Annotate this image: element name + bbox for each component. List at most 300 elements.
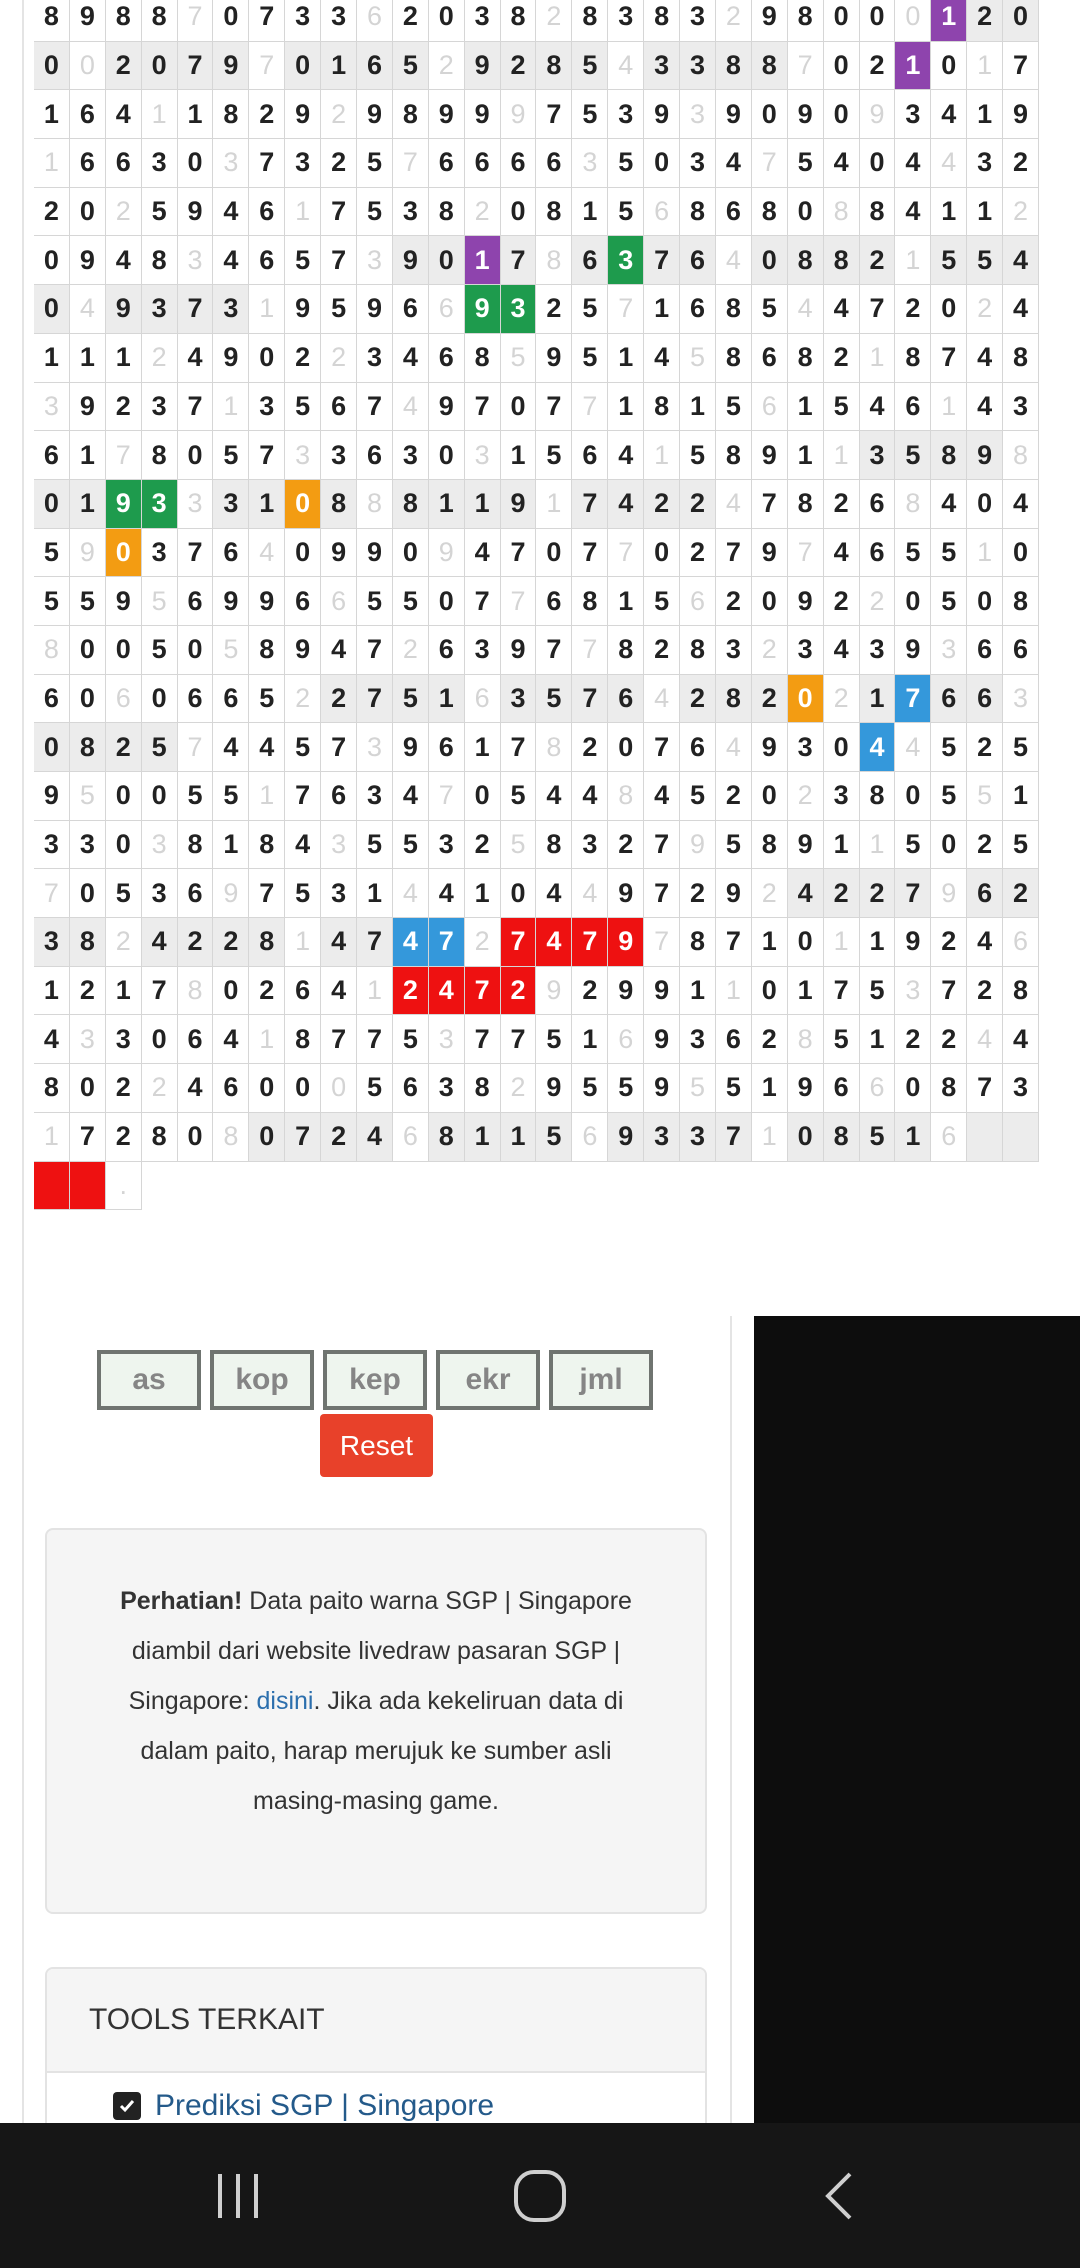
paito-cell[interactable]: 4 (178, 1064, 214, 1113)
paito-cell[interactable]: 5 (393, 1015, 429, 1064)
paito-cell[interactable]: 5 (608, 139, 644, 188)
paito-cell[interactable]: 4 (429, 967, 465, 1016)
paito-cell[interactable]: 1 (501, 431, 537, 480)
paito-cell[interactable]: 7 (357, 918, 393, 967)
paito-cell[interactable]: 0 (1003, 0, 1039, 42)
paito-cell[interactable]: 3 (608, 236, 644, 285)
paito-cell[interactable]: 8 (393, 90, 429, 139)
paito-cell[interactable]: 0 (644, 139, 680, 188)
paito-cell[interactable]: 7 (142, 967, 178, 1016)
paito-cell[interactable]: 0 (321, 1064, 357, 1113)
paito-cell[interactable]: 1 (285, 188, 321, 237)
paito-cell[interactable]: 5 (70, 577, 106, 626)
paito-cell[interactable]: 1 (34, 90, 70, 139)
paito-cell[interactable]: 9 (860, 90, 896, 139)
paito-cell[interactable]: 3 (1003, 383, 1039, 432)
paito-cell[interactable]: 6 (644, 188, 680, 237)
tools-item-prediksi[interactable] (47, 2073, 705, 2123)
paito-cell[interactable]: 9 (608, 1113, 644, 1162)
paito-cell[interactable]: 8 (788, 480, 824, 529)
paito-cell[interactable]: 3 (142, 821, 178, 870)
paito-cell[interactable]: 9 (644, 967, 680, 1016)
paito-cell[interactable]: 1 (429, 675, 465, 724)
paito-cell[interactable]: 1 (967, 529, 1003, 578)
paito-cell[interactable]: 2 (1003, 869, 1039, 918)
paito-cell[interactable]: 3 (321, 869, 357, 918)
paito-cell[interactable]: 0 (106, 821, 142, 870)
paito-cell[interactable]: 7 (357, 675, 393, 724)
paito-cell[interactable]: 8 (142, 1113, 178, 1162)
paito-cell[interactable]: 2 (895, 285, 931, 334)
paito-cell[interactable]: 4 (393, 772, 429, 821)
paito-cell[interactable]: 6 (895, 383, 931, 432)
paito-cell[interactable]: 0 (501, 188, 537, 237)
paito-cell[interactable]: 6 (321, 383, 357, 432)
paito-cell[interactable]: 9 (1003, 90, 1039, 139)
paito-cell[interactable]: 4 (931, 90, 967, 139)
paito-cell[interactable]: 4 (321, 918, 357, 967)
paito-cell[interactable]: 7 (285, 1113, 321, 1162)
paito-cell[interactable]: 5 (860, 1113, 896, 1162)
paito-cell[interactable]: 6 (429, 139, 465, 188)
paito-cell[interactable]: 2 (895, 1015, 931, 1064)
paito-cell[interactable]: 0 (178, 626, 214, 675)
paito-cell[interactable]: 1 (536, 480, 572, 529)
paito-cell[interactable]: 0 (536, 529, 572, 578)
paito-cell[interactable]: 6 (285, 967, 321, 1016)
paito-cell[interactable]: 4 (608, 431, 644, 480)
paito-cell[interactable]: 3 (465, 0, 501, 42)
paito-cell[interactable]: 7 (321, 723, 357, 772)
paito-cell[interactable]: 4 (393, 869, 429, 918)
paito-cell[interactable]: 5 (393, 42, 429, 91)
paito-cell[interactable]: 1 (895, 1113, 931, 1162)
paito-cell[interactable]: 4 (1003, 285, 1039, 334)
paito-cell[interactable]: 6 (70, 90, 106, 139)
paito-cell[interactable]: 8 (213, 90, 249, 139)
paito-cell[interactable]: 7 (178, 723, 214, 772)
paito-cell[interactable]: 4 (536, 918, 572, 967)
paito-cell[interactable]: 7 (501, 529, 537, 578)
paito-cell[interactable]: 4 (644, 334, 680, 383)
paito-cell[interactable]: 3 (213, 285, 249, 334)
paito-cell[interactable]: 9 (752, 0, 788, 42)
paito-cell[interactable]: 9 (213, 869, 249, 918)
paito-cell[interactable]: 1 (465, 1113, 501, 1162)
paito-cell[interactable]: 7 (393, 139, 429, 188)
paito-cell[interactable]: 6 (860, 1064, 896, 1113)
paito-cell[interactable]: 6 (860, 529, 896, 578)
paito-cell[interactable]: 2 (608, 821, 644, 870)
paito-cell[interactable]: 8 (608, 626, 644, 675)
paito-cell[interactable]: 0 (465, 772, 501, 821)
paito-cell[interactable]: 4 (967, 918, 1003, 967)
paito-cell[interactable]: 4 (106, 90, 142, 139)
reset-button[interactable]: Reset (320, 1414, 433, 1477)
paito-cell[interactable]: 4 (860, 383, 896, 432)
paito-cell[interactable]: 0 (249, 1064, 285, 1113)
paito-cell[interactable]: 8 (572, 577, 608, 626)
paito-cell[interactable]: 1 (824, 918, 860, 967)
paito-cell[interactable]: 5 (321, 285, 357, 334)
paito-cell[interactable]: 1 (70, 431, 106, 480)
paito-cell[interactable]: 6 (249, 188, 285, 237)
paito-cell[interactable]: 0 (142, 42, 178, 91)
paito-cell[interactable]: 2 (967, 285, 1003, 334)
paito-cell[interactable]: 8 (142, 431, 178, 480)
paito-cell[interactable]: 0 (249, 334, 285, 383)
paito-cell[interactable]: 3 (644, 42, 680, 91)
paito-cell[interactable]: 4 (1003, 480, 1039, 529)
paito-cell[interactable]: 5 (285, 236, 321, 285)
paito-cell[interactable]: 9 (321, 529, 357, 578)
paito-cell[interactable]: 3 (680, 1113, 716, 1162)
paito-cell[interactable]: 6 (34, 431, 70, 480)
paito-cell[interactable]: 7 (429, 772, 465, 821)
paito-cell[interactable]: 5 (285, 383, 321, 432)
paito-cell[interactable]: 9 (70, 383, 106, 432)
paito-cell[interactable]: 3 (142, 480, 178, 529)
paito-cell[interactable]: 7 (501, 1015, 537, 1064)
paito-cell[interactable]: 9 (931, 869, 967, 918)
paito-cell[interactable]: 6 (572, 236, 608, 285)
paito-cell[interactable]: 7 (70, 1113, 106, 1162)
paito-cell[interactable]: 5 (70, 772, 106, 821)
paito-cell[interactable]: 2 (752, 1015, 788, 1064)
paito-cell[interactable]: 1 (931, 383, 967, 432)
paito-cell[interactable]: 3 (716, 626, 752, 675)
paito-cell[interactable]: 1 (788, 431, 824, 480)
paito-cell[interactable]: 3 (501, 675, 537, 724)
paito-cell[interactable]: 4 (249, 723, 285, 772)
paito-cell[interactable]: 5 (1003, 723, 1039, 772)
paito-cell[interactable]: 0 (106, 626, 142, 675)
paito-cell[interactable]: 0 (106, 772, 142, 821)
paito-cell[interactable]: 9 (106, 577, 142, 626)
paito-cell[interactable]: 3 (967, 139, 1003, 188)
paito-cell[interactable]: 8 (752, 188, 788, 237)
paito-cell[interactable]: 8 (931, 431, 967, 480)
paito-cell[interactable]: 3 (680, 1015, 716, 1064)
paito-cell[interactable]: 0 (70, 626, 106, 675)
paito-cell[interactable]: 4 (321, 626, 357, 675)
paito-cell[interactable]: 4 (178, 334, 214, 383)
paito-cell[interactable]: 7 (34, 869, 70, 918)
paito-cell[interactable]: 8 (788, 334, 824, 383)
paito-cell[interactable]: 2 (501, 967, 537, 1016)
paito-cell[interactable]: 3 (213, 480, 249, 529)
paito-cell[interactable]: 8 (178, 967, 214, 1016)
paito-cell[interactable]: 4 (249, 529, 285, 578)
paito-cell[interactable]: 4 (824, 529, 860, 578)
paito-cell[interactable]: 5 (716, 821, 752, 870)
paito-cell[interactable]: 4 (967, 1015, 1003, 1064)
paito-cell[interactable]: 2 (213, 918, 249, 967)
paito-cell[interactable]: 7 (106, 431, 142, 480)
paito-cell[interactable]: 9 (429, 90, 465, 139)
paito-cell[interactable]: 8 (572, 0, 608, 42)
paito-cell[interactable]: 7 (357, 1015, 393, 1064)
paito-cell[interactable]: 6 (178, 869, 214, 918)
paito-cell[interactable]: 0 (752, 967, 788, 1016)
paito-cell[interactable]: 3 (1003, 1064, 1039, 1113)
paito-cell[interactable]: 9 (285, 90, 321, 139)
paito-cell[interactable]: 6 (357, 42, 393, 91)
paito-cell[interactable]: 1 (249, 285, 285, 334)
paito-cell[interactable]: 2 (536, 0, 572, 42)
paito-cell[interactable]: 5 (213, 626, 249, 675)
paito-cell[interactable]: 9 (393, 236, 429, 285)
paito-cell[interactable]: 5 (788, 139, 824, 188)
paito-cell[interactable]: 9 (465, 90, 501, 139)
paito-cell[interactable]: 2 (1003, 139, 1039, 188)
paito-cell[interactable]: 3 (608, 90, 644, 139)
paito-cell[interactable]: 1 (895, 42, 931, 91)
paito-cell[interactable]: 6 (70, 139, 106, 188)
paito-cell[interactable]: 1 (860, 821, 896, 870)
paito-cell[interactable]: 0 (249, 1113, 285, 1162)
paito-cell[interactable]: 6 (931, 675, 967, 724)
paito-cell[interactable]: 2 (321, 90, 357, 139)
paito-cell[interactable]: 2 (752, 626, 788, 675)
paito-cell[interactable]: 4 (213, 236, 249, 285)
paito-cell[interactable]: 5 (213, 772, 249, 821)
paito-cell[interactable]: 8 (213, 1113, 249, 1162)
paito-cell[interactable]: 1 (34, 334, 70, 383)
paito-cell[interactable]: 3 (393, 431, 429, 480)
paito-cell[interactable]: 4 (321, 967, 357, 1016)
paito-cell[interactable]: 0 (895, 772, 931, 821)
paito-cell[interactable]: 7 (536, 383, 572, 432)
paito-cell[interactable]: 0 (895, 577, 931, 626)
paito-cell[interactable]: 5 (680, 1064, 716, 1113)
paito-cell[interactable]: 2 (393, 626, 429, 675)
paito-cell[interactable]: 2 (967, 967, 1003, 1016)
paito-cell[interactable]: 2 (788, 772, 824, 821)
paito-cell[interactable]: 5 (357, 188, 393, 237)
paito-cell[interactable]: 5 (895, 821, 931, 870)
paito-cell[interactable]: 8 (716, 285, 752, 334)
paito-cell[interactable]: 8 (178, 821, 214, 870)
paito-cell[interactable]: 2 (680, 480, 716, 529)
paito-cell[interactable]: 7 (178, 285, 214, 334)
paito-cell[interactable]: . (106, 1162, 142, 1211)
paito-cell[interactable]: 9 (752, 431, 788, 480)
paito-cell[interactable]: 5 (716, 1064, 752, 1113)
paito-cell[interactable]: 9 (34, 772, 70, 821)
paito-cell[interactable]: 8 (142, 0, 178, 42)
paito-cell[interactable]: 0 (178, 431, 214, 480)
paito-cell[interactable]: 9 (465, 285, 501, 334)
paito-cell[interactable]: 2 (824, 577, 860, 626)
paito-cell[interactable]: 5 (536, 1113, 572, 1162)
paito-cell[interactable]: 5 (1003, 821, 1039, 870)
paito-cell[interactable]: 6 (178, 675, 214, 724)
paito-cell[interactable]: 1 (824, 431, 860, 480)
paito-cell[interactable]: 6 (178, 577, 214, 626)
paito-cell[interactable]: 5 (931, 723, 967, 772)
paito-cell[interactable]: 2 (536, 285, 572, 334)
paito-cell[interactable]: 2 (106, 1064, 142, 1113)
paito-cell[interactable]: 0 (70, 188, 106, 237)
paito-cell[interactable]: 0 (752, 772, 788, 821)
paito-cell[interactable]: 0 (34, 723, 70, 772)
paito-cell[interactable]: 4 (716, 139, 752, 188)
paito-cell[interactable]: 8 (34, 0, 70, 42)
paito-cell[interactable]: 4 (931, 480, 967, 529)
paito-cell[interactable]: 6 (465, 139, 501, 188)
paito-cell[interactable]: 8 (644, 0, 680, 42)
paito-cell[interactable]: 7 (895, 675, 931, 724)
paito-cell[interactable]: 1 (465, 480, 501, 529)
paito-cell[interactable]: 8 (895, 480, 931, 529)
paito-cell[interactable]: 2 (572, 967, 608, 1016)
paito-cell[interactable]: 0 (285, 480, 321, 529)
paito-cell[interactable]: 9 (788, 90, 824, 139)
paito-cell[interactable]: 5 (357, 577, 393, 626)
paito-cell[interactable]: 8 (788, 0, 824, 42)
paito-cell[interactable]: 4 (608, 42, 644, 91)
paito-cell[interactable]: 8 (716, 334, 752, 383)
paito-cell[interactable]: 1 (572, 1015, 608, 1064)
paito-cell[interactable]: 2 (393, 0, 429, 42)
paito-cell[interactable]: 6 (393, 1113, 429, 1162)
paito-cell[interactable]: 8 (680, 918, 716, 967)
paito-cell[interactable]: 6 (680, 723, 716, 772)
paito-cell[interactable]: 6 (321, 577, 357, 626)
paito-cell[interactable]: 3 (142, 529, 178, 578)
paito-cell[interactable]: 8 (34, 626, 70, 675)
paito-cell[interactable]: 9 (716, 90, 752, 139)
paito-cell[interactable]: 8 (501, 0, 537, 42)
paito-cell[interactable]: 3 (1003, 675, 1039, 724)
paito-cell[interactable]: 3 (321, 431, 357, 480)
paito-cell[interactable]: 2 (501, 42, 537, 91)
paito-cell[interactable]: 2 (465, 821, 501, 870)
paito-cell[interactable]: 0 (70, 869, 106, 918)
paito-cell[interactable]: 1 (501, 1113, 537, 1162)
paito-cell[interactable]: 8 (321, 480, 357, 529)
paito-cell[interactable]: 3 (321, 0, 357, 42)
paito-cell[interactable]: 1 (465, 236, 501, 285)
paito-cell[interactable]: 1 (572, 188, 608, 237)
paito-cell[interactable]: 0 (752, 236, 788, 285)
paito-cell[interactable]: 7 (931, 334, 967, 383)
paito-cell[interactable]: 4 (895, 139, 931, 188)
paito-cell[interactable]: 7 (788, 529, 824, 578)
paito-cell[interactable]: 2 (321, 334, 357, 383)
paito-cell[interactable]: 2 (680, 869, 716, 918)
paito-cell[interactable]: 4 (572, 772, 608, 821)
paito-cell[interactable]: 6 (321, 772, 357, 821)
paito-cell[interactable]: 5 (824, 1015, 860, 1064)
paito-cell[interactable]: 9 (357, 529, 393, 578)
paito-cell[interactable]: 7 (249, 869, 285, 918)
paito-cell[interactable]: 2 (860, 577, 896, 626)
paito-cell[interactable]: 7 (824, 967, 860, 1016)
paito-cell[interactable]: 4 (824, 139, 860, 188)
paito-cell[interactable]: 5 (536, 431, 572, 480)
paito-cell[interactable]: 0 (501, 869, 537, 918)
paito-cell[interactable]: 2 (931, 1015, 967, 1064)
paito-cell[interactable]: 3 (608, 0, 644, 42)
paito-cell[interactable] (967, 1113, 1003, 1162)
paito-cell[interactable]: 1 (357, 967, 393, 1016)
paito-cell[interactable]: 3 (357, 334, 393, 383)
paito-cell[interactable]: 8 (716, 675, 752, 724)
paito-cell[interactable]: 8 (824, 1113, 860, 1162)
recent-apps-button[interactable] (168, 2123, 308, 2268)
paito-cell[interactable]: 0 (824, 90, 860, 139)
paito-cell[interactable]: 2 (967, 723, 1003, 772)
paito-cell[interactable]: 7 (321, 1015, 357, 1064)
paito-cell[interactable]: 7 (501, 236, 537, 285)
paito-cell[interactable]: 7 (249, 139, 285, 188)
paito-cell[interactable]: 3 (429, 1064, 465, 1113)
paito-cell[interactable]: 3 (572, 821, 608, 870)
paito-cell[interactable]: 7 (357, 626, 393, 675)
paito-cell[interactable]: 5 (106, 869, 142, 918)
paito-cell[interactable]: 8 (429, 1113, 465, 1162)
paito-cell[interactable]: 6 (213, 1064, 249, 1113)
paito-cell[interactable]: 7 (536, 90, 572, 139)
paito-cell[interactable]: 3 (680, 0, 716, 42)
paito-cell[interactable]: 5 (967, 236, 1003, 285)
paito-cell[interactable]: 4 (608, 480, 644, 529)
paito-cell[interactable]: 7 (465, 1015, 501, 1064)
paito-cell[interactable]: 2 (106, 918, 142, 967)
paito-cell[interactable]: 8 (249, 821, 285, 870)
paito-cell[interactable]: 1 (608, 334, 644, 383)
paito-cell[interactable]: 1 (860, 918, 896, 967)
paito-cell[interactable]: 6 (429, 626, 465, 675)
paito-cell[interactable]: 0 (895, 1064, 931, 1113)
paito-cell[interactable]: 8 (860, 772, 896, 821)
paito-cell[interactable]: 1 (860, 1015, 896, 1064)
paito-cell[interactable]: 4 (644, 772, 680, 821)
paito-cell[interactable]: 2 (393, 967, 429, 1016)
paito-cell[interactable]: 0 (788, 188, 824, 237)
paito-cell[interactable]: 7 (931, 967, 967, 1016)
paito-cell[interactable]: 1 (106, 334, 142, 383)
paito-cell[interactable]: 2 (249, 967, 285, 1016)
paito-cell[interactable]: 8 (680, 626, 716, 675)
paito-cell[interactable]: 0 (70, 42, 106, 91)
paito-cell[interactable]: 9 (501, 480, 537, 529)
paito-cell[interactable]: 4 (1003, 236, 1039, 285)
paito-cell[interactable]: 7 (285, 772, 321, 821)
paito-cell[interactable]: 8 (34, 1064, 70, 1113)
paito-cell[interactable]: 0 (70, 675, 106, 724)
paito-cell[interactable]: 1 (34, 1113, 70, 1162)
paito-cell[interactable]: 0 (788, 1113, 824, 1162)
paito-cell[interactable]: 1 (967, 42, 1003, 91)
paito-cell[interactable]: 4 (860, 723, 896, 772)
paito-cell[interactable]: 0 (178, 1113, 214, 1162)
paito-cell[interactable]: 5 (895, 431, 931, 480)
paito-cell[interactable]: 4 (1003, 1015, 1039, 1064)
as-button[interactable]: as (97, 1350, 201, 1410)
paito-cell[interactable]: 7 (501, 577, 537, 626)
paito-cell[interactable]: 3 (465, 431, 501, 480)
paito-cell[interactable]: 1 (608, 383, 644, 432)
paito-cell[interactable]: 3 (70, 1015, 106, 1064)
paito-cell[interactable]: 6 (1003, 626, 1039, 675)
paito-cell[interactable]: 8 (249, 626, 285, 675)
paito-cell[interactable]: 9 (680, 821, 716, 870)
paito-cell[interactable]: 6 (429, 723, 465, 772)
paito-cell[interactable]: 9 (716, 869, 752, 918)
